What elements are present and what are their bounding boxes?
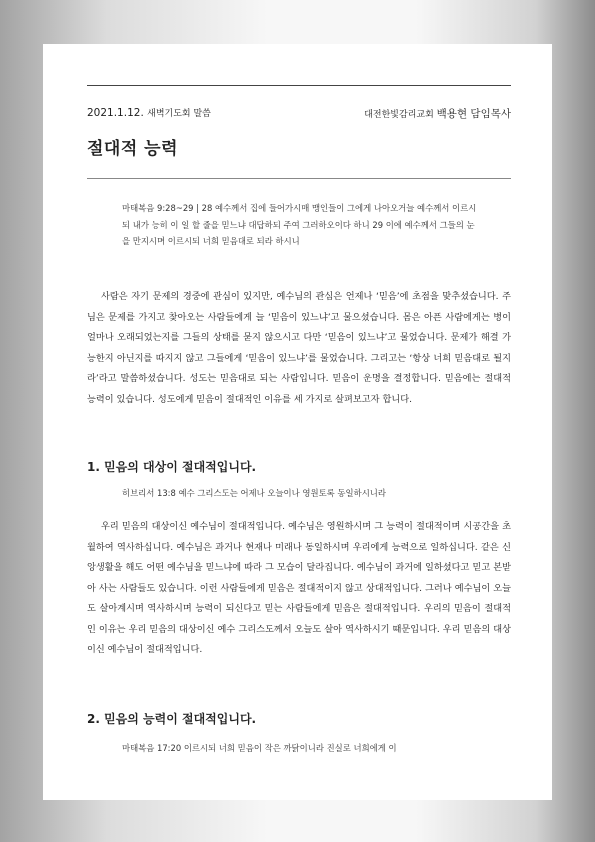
- sermon-title: 절대적 능력: [87, 139, 179, 159]
- document-page: [43, 44, 552, 800]
- sermon-date-line: [87, 106, 211, 119]
- section-1-scripture: 히브리서 13:8 예수 그리스도는 어제나 오늘이나 영원토록 동일하시니라: [122, 488, 386, 498]
- church-name: 대전한빛감리교회: [364, 110, 434, 120]
- section-2-scripture: 마태복음 17:20 이르시되 너희 믿음이 작은 까닭이니라 진실로 너희에게 이: [122, 743, 397, 753]
- service-name: 새벽기도회 말씀: [147, 109, 211, 119]
- section-1-body: 우리 믿음의 대상이신 예수님이 절대적입니다. 예수님은 영원하시며 그 능력이 절대적이며 시공간을 초월하여 역사하십니다. 예수님은 과거나 현재나 미래나 동일하시며 우리에게 능력으로 일하십니다. 같은 신앙생활을 해도 어떤 예수님을 믿느냐에 따라 그 모습이 달라집니다. 예수님이 과거에 일하셨다고 믿고 본받아 사는 사람들도 있습니다. 이런 사람들에게 믿음은 절대적이지 않고 상대적입니다. 그러나 예수님이 오늘도 살아계시며 역사하시며 능력이 되신다고 믿는 사람들에게 믿음은 절대적입니다. 우리의 믿음이 절대적인 이유는 우리 믿음의 대상이신 예수 그리스도께서 오늘도 살아 역사하시기 때문입니다. 우리 믿음의 대상이신 예수님이 절대적입니다.: [87, 521, 511, 655]
- section-1-heading: 1. 믿음의 대상이 절대적입니다.: [87, 460, 257, 474]
- pastor-name: 백용현 담임목사: [436, 108, 511, 120]
- top-rule: [87, 85, 511, 86]
- main-scripture: 마태복음 9:28~29 | 28 예수께서 집에 들어가시매 맹인들이 그에게 나아오거늘 예수께서 이르시되 내가 능히 이 일 할 줄을 믿느냐 대답하되 주여 그러하오이다 하니 29 이에 예수께서 그들의 눈을 만지시며 이르시되 너희 믿음대로 되라 하시니: [122, 203, 477, 247]
- title-rule: [87, 178, 511, 179]
- intro-paragraph: 사람은 자기 문제의 경중에 관심이 있지만, 예수님의 관심은 언제나 ‘믿음’에 초점을 맞추셨습니다. 주님은 문제를 가지고 찾아오는 사람들에게 늘 ‘믿음이 있느냐’고 물으셨습니다. 몸은 아픈 사람에게는 병이 얼마나 오래되었는지를 그들의 상태를 묻지 않으시고 다만 ‘믿음이 있느냐’고 물었습니다. 문제가 해결 가능한지 아닌지를 따지지 않고 그들에게 ‘믿음이 있느냐’를 물었습니다. 그리고는 ‘항상 너희 믿음대로 될지라’라고 말씀하셨습니다. 성도는 믿음대로 되는 사람입니다. 믿음이 운명을 결정합니다. 믿음에는 절대적 능력이 있습니다. 성도에게 믿음이 절대적인 이유를 세 가지로 살펴보고자 합니다.: [87, 291, 511, 405]
- section-2-heading: 2. 믿음의 능력이 절대적입니다.: [87, 712, 257, 726]
- church-line: [364, 106, 511, 121]
- sermon-date: 2021.1.12.: [87, 107, 144, 119]
